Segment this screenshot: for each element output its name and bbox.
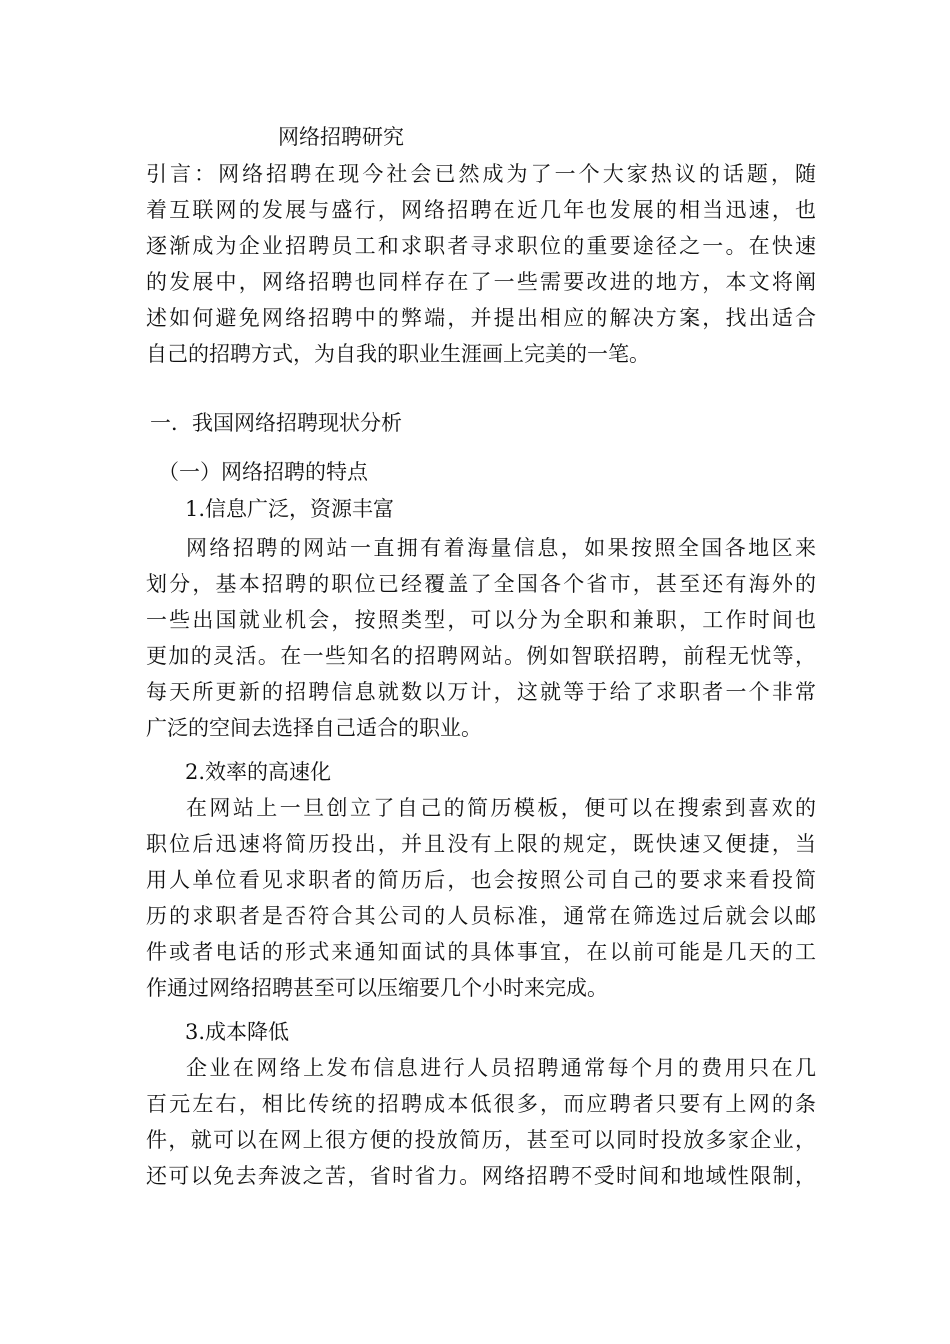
paragraph-line: 职位后迅速将简历投出，并且没有上限的规定，既快速又便捷，当 [146, 832, 816, 856]
paragraph-line: 百元左右，相比传统的招聘成本低很多，而应聘者只要有上网的条 [146, 1092, 816, 1116]
paragraph-line: 用人单位看见求职者的简历后，也会按照公司自己的要求来看投简 [146, 868, 816, 892]
paragraph-line: 历的求职者是否符合其公司的人员标准，通常在筛选过后就会以邮 [146, 904, 816, 928]
paragraph-line: 一些出国就业机会，按照类型，可以分为全职和兼职，工作时间也 [146, 608, 816, 632]
paragraph-line: 每天所更新的招聘信息就数以万计，这就等于给了求职者一个非常 [146, 680, 816, 704]
point-heading: 1.信息广泛，资源丰富 [185, 497, 395, 521]
paragraph-line: 更加的灵活。在一些知名的招聘网站。例如智联招聘，前程无忧等， [146, 644, 816, 668]
paragraph-line: 划分，基本招聘的职位已经覆盖了全国各个省市，甚至还有海外的 [146, 572, 816, 596]
intro-line: 的发展中，网络招聘也同样存在了一些需要改进的地方，本文将阐 [146, 270, 816, 294]
intro-line: 着互联网的发展与盛行，网络招聘在近几年也发展的相当迅速，也 [146, 198, 816, 222]
point-heading: 3.成本降低 [185, 1020, 290, 1044]
intro-line: 自己的招聘方式，为自我的职业生涯画上完美的一笔。 [146, 342, 650, 366]
intro-line: 逐渐成为企业招聘员工和求职者寻求职位的重要途径之一。在快速 [146, 234, 816, 258]
paragraph-line: 还可以免去奔波之苦，省时省力。网络招聘不受时间和地域性限制， [146, 1164, 816, 1188]
subsection-heading: （一）网络招聘的特点 [158, 460, 368, 484]
paragraph-line: 企业在网络上发布信息进行人员招聘通常每个月的费用只在几 [186, 1056, 816, 1080]
section-heading: 一．我国网络招聘现状分析 [150, 411, 402, 435]
document-title: 网络招聘研究 [278, 125, 404, 149]
intro-line: 引言：网络招聘在现今社会已然成为了一个大家热议的话题，随 [146, 162, 816, 186]
paragraph-line: 在网站上一旦创立了自己的简历模板，便可以在搜索到喜欢的 [186, 796, 816, 820]
paragraph-line: 件或者电话的形式来通知面试的具体事宜，在以前可能是几天的工 [146, 940, 816, 964]
paragraph-line: 网络招聘的网站一直拥有着海量信息，如果按照全国各地区来 [186, 536, 816, 560]
point-heading: 2.效率的高速化 [185, 760, 332, 784]
paragraph-line: 件，就可以在网上很方便的投放简历，甚至可以同时投放多家企业， [146, 1128, 816, 1152]
paragraph-line: 作通过网络招聘甚至可以压缩要几个小时来完成。 [146, 976, 608, 1000]
paragraph-line: 广泛的空间去选择自己适合的职业。 [146, 716, 482, 740]
intro-line: 述如何避免网络招聘中的弊端，并提出相应的解决方案，找出适合 [146, 306, 816, 330]
